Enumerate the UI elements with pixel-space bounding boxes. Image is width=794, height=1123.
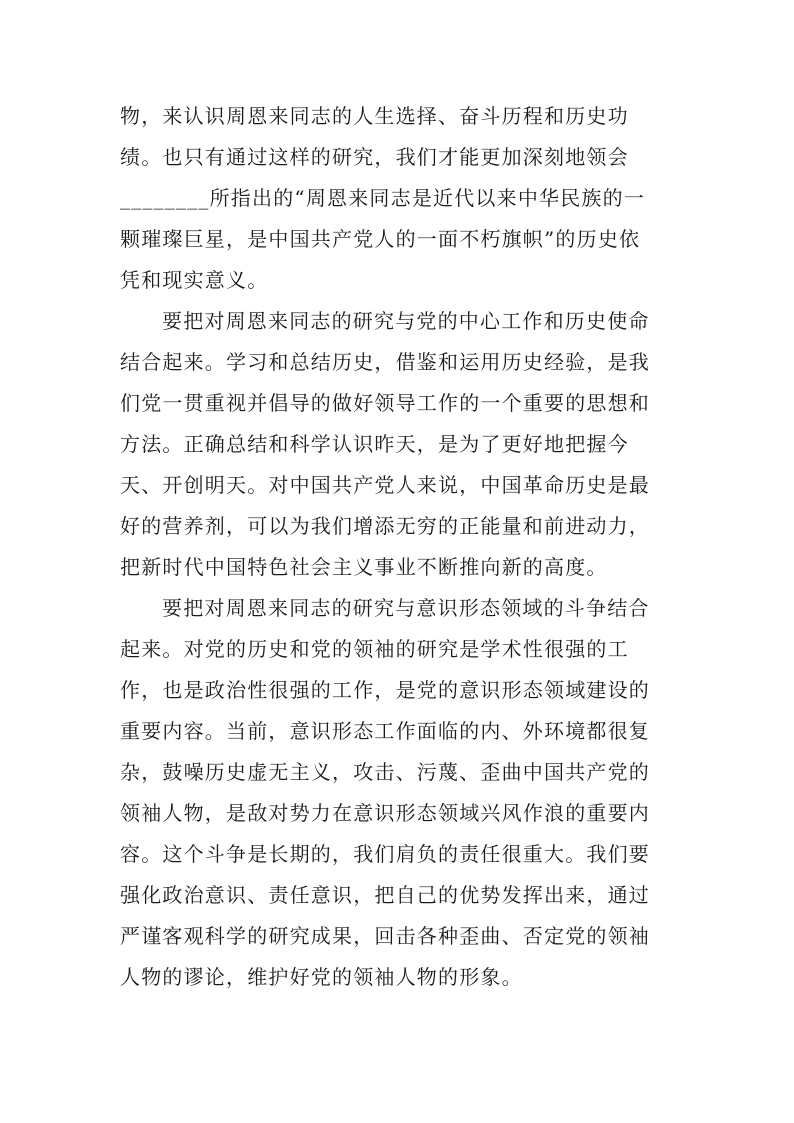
text-line: 强化政治意识、责任意识，把自己的优势发挥出来，通过 — [120, 883, 650, 907]
text-line: 颗璀璨巨星，是中国共产党人的一面不朽旗帜”的历史依 — [120, 227, 641, 251]
text-line: 绩。也只有通过这样的研究，我们才能更加深刻地领会 — [120, 145, 629, 169]
text-line: 起来。对党的历史和党的领袖的研究是学术性很强的工 — [120, 637, 629, 661]
text-line: 天、开创明天。对中国共产党人来说，中国革命历史是最 — [120, 473, 650, 497]
text-line: 重要内容。当前，意识形态工作面临的内、外环境都很复 — [120, 719, 650, 743]
text-line: 方法。正确总结和科学认识昨天，是为了更好地把握今 — [120, 432, 629, 456]
text-line: 把新时代中国特色社会主义事业不断推向新的高度。 — [120, 555, 608, 579]
text-line: 杂，鼓噪历史虚无主义，攻击、污蔑、歪曲中国共产党的 — [120, 760, 650, 784]
text-line: 领袖人物，是敌对势力在意识形态领域兴风作浪的重要内 — [120, 801, 650, 825]
text-line: 物，来认识周恩来同志的人生选择、奋斗历程和历史功 — [120, 104, 629, 128]
text-line: 人物的谬论，维护好党的领袖人物的形象。 — [120, 965, 523, 989]
paragraph-start-line: 要把对周恩来同志的研究与党的中心工作和历史使命 — [162, 309, 650, 333]
text-line: 容。这个斗争是长期的，我们肩负的责任很重大。我们要 — [120, 842, 650, 866]
text-line: 好的营养剂，可以为我们增添无穷的正能量和前进动力， — [120, 514, 650, 538]
body-text — [120, 96, 680, 998]
text-line: 凭和现实意义。 — [120, 268, 269, 292]
text-line: ________所指出的“周恩来同志是近代以来中华民族的一 — [120, 186, 646, 210]
text-line: 严谨客观科学的研究成果，回击各种歪曲、否定党的领袖 — [120, 924, 650, 948]
text-line: 们党一贯重视并倡导的做好领导工作的一个重要的思想和 — [120, 391, 650, 415]
paragraph-start-line: 要把对周恩来同志的研究与意识形态领域的斗争结合 — [162, 596, 650, 620]
text-line: 结合起来。学习和总结历史，借鉴和运用历史经验，是我 — [120, 350, 650, 374]
text-line: 作，也是政治性很强的工作，是党的意识形态领域建设的 — [120, 678, 650, 702]
